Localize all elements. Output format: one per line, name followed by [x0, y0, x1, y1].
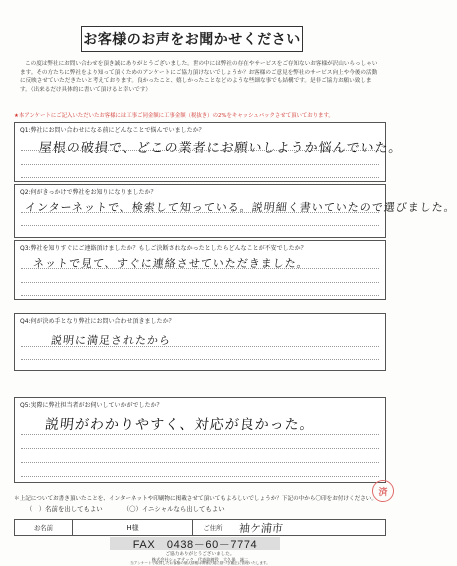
- answer-line: [21, 476, 379, 477]
- intro-text: [20, 60, 380, 94]
- name-field[interactable]: H様: [73, 520, 193, 535]
- question-1-label: Q1:弊社にお問い合わせになる前にどんなことで悩んでいましたか？: [20, 127, 205, 134]
- publication-options: [26, 504, 243, 513]
- answer-line: [21, 177, 379, 178]
- answer-line: [21, 434, 379, 435]
- intro-paragraph: この度は弊社にお問い合わせを頂き誠にありがとうございました。世の中には弊社の存在やサービスをご存知ないお客様が沢山いらっしゃいます。その方たちに弊社をより知って頂くためのアンケートにご協力頂けないでしょうか？お客様のご意見を弊社のサービス向上や今後の活動に反映させていただきたいと考えております。良かったこと、嬉しかったことなどのような些細な事でも結構です。是非ご協力お願い致します。（出来るだけ具体的に書いて頂けると幸いです）: [20, 61, 378, 93]
- customer-info-row: [14, 519, 386, 536]
- company-name: 株式会社シェアテック 代表取締役 大久保 誠二: [151, 557, 249, 562]
- thanks-text: ご協力ありがとうございました。: [165, 552, 235, 557]
- answer-line: [21, 448, 379, 449]
- name-label: お名前: [15, 520, 73, 535]
- question-5-answer[interactable]: 説明がわかりやすく、対応が良かった。: [44, 417, 316, 433]
- answer-line: [21, 282, 379, 283]
- question-2-label: Q2:何がきっかけで弊社をお知りになりましたか？: [20, 189, 157, 196]
- question-3-box: [14, 240, 386, 300]
- answer-line: [21, 150, 379, 151]
- answer-line: [21, 212, 379, 213]
- question-4-label: Q4:何が決め手となり弊社にお問い合わせ頂きましたか？: [20, 318, 175, 325]
- question-1-answer[interactable]: 屋根の破損で、どこの業者にお願いしようか悩んでいた。: [38, 141, 404, 156]
- page-title: お客様のお声をお聞かせください: [81, 26, 303, 52]
- option-initial-ok[interactable]: （〇）イニシャルなら出してもよい: [122, 505, 225, 513]
- publication-permission-text: ＊上記についてお書き頂いたことを、インターネットや印刷物に掲載させて頂いてもよろしいでしょうか？下記の中から〇印をお付けください。: [14, 496, 377, 502]
- question-5-box: [14, 397, 386, 483]
- question-3-answer[interactable]: ネットで見て、すぐに連絡させていただきました。: [32, 257, 310, 270]
- address-label: ご住所: [203, 524, 223, 532]
- question-4-box: [14, 313, 386, 371]
- answer-line: [21, 164, 379, 165]
- address-field[interactable]: 袖ケ浦市: [238, 521, 284, 535]
- answer-line: [21, 359, 379, 360]
- cashback-notice: ★本アンケートにご記入いただいたお客様には工事ご同金額に工事金額（税抜き）の2%をキャッシュバックさせて頂いております。: [14, 113, 334, 119]
- question-2-box: [14, 184, 457, 238]
- question-2-answer[interactable]: インターネットで、検索して知っている。説明細く書いていたので選びました。: [24, 201, 457, 214]
- answer-line: [21, 295, 379, 296]
- answer-line: [21, 462, 379, 463]
- answer-line: [21, 268, 379, 269]
- privacy-note: 当アンケートで取得したお客様の個人情報は関係法規に基づき厳正に管理いたします。: [130, 561, 270, 565]
- question-5-label: Q5:実際に弊社担当者がお伺いしていかがでしたか？: [20, 402, 163, 409]
- option-name-ok[interactable]: （ ）名前を出してもよい: [26, 505, 103, 513]
- question-3-label: Q3:弊社を知りすぐにご連絡頂けましたか？もしご決断されなかったとしたらどんなことが不安でしたか？: [20, 245, 307, 252]
- answer-line: [21, 346, 379, 347]
- question-4-answer[interactable]: 説明に満足されたから: [50, 334, 172, 347]
- fax-number: FAX 0438－60－7774: [110, 537, 280, 550]
- answer-line: [21, 225, 379, 226]
- question-1-box: [14, 122, 404, 182]
- received-stamp: 済: [372, 480, 394, 502]
